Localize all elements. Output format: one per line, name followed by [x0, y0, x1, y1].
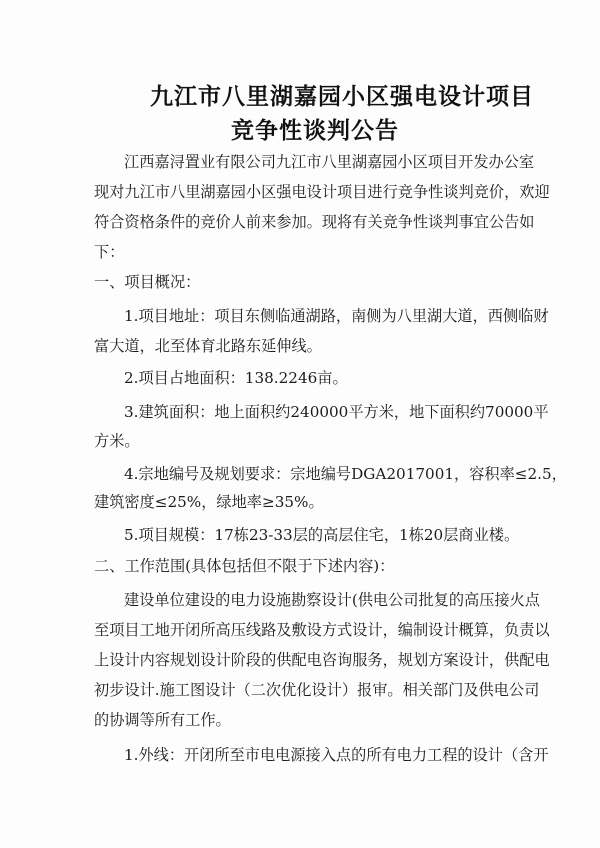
scope-line-1: 建设单位建设的电力设施勘察设计(供电公司批复的高压接火点: [124, 591, 540, 609]
item-1-line-1: 1.项目地址：项目东侧临通湖路，南侧为八里湖大道，西侧临财: [124, 307, 549, 325]
item-3-line-1: 3.建筑面积：地上面积约240000平方米，地下面积约70000平: [124, 403, 549, 421]
item-3-line-2: 方米。: [94, 432, 140, 450]
section-heading-2: 二、工作范围(具体包括但不限于下述内容)：: [94, 557, 395, 575]
intro-line-2: 现对九江市八里湖嘉园小区强电设计项目进行竞争性谈判竞价，欢迎: [94, 183, 550, 201]
scope-line-2: 至项目工地开闭所高压线路及敷设方式设计，编制设计概算，负责以: [94, 621, 550, 639]
intro-line-3: 符合资格条件的竞价人前来参加。现将有关竞争性谈判事宜公告如: [94, 213, 535, 231]
item-4-line-2: 建筑密度≤25%，绿地率≥35%。: [94, 493, 324, 511]
section-heading-1: 一、项目概况：: [94, 273, 201, 291]
item-5-line: 5.项目规模：17栋23-33层的高层住宅，1栋20层商业楼。: [124, 526, 520, 544]
scope-line-4: 初步设计.施工图设计（二次优化设计）报审。相关部门及供电公司: [94, 681, 540, 699]
item-4-line-1: 4.宗地编号及规划要求：宗地编号DGA2017001，容积率≤2.5，: [124, 465, 567, 483]
item-2-line: 2.项目占地面积：138.2246亩。: [124, 369, 348, 387]
scope-line-5: 的协调等所有工作。: [94, 711, 231, 729]
document-title-line-2: 竞争性谈判公告: [231, 118, 399, 144]
intro-line-1: 江西嘉浔置业有限公司九江市八里湖嘉园小区项目开发办公室: [124, 153, 535, 171]
item-1-line-2: 富大道，北至体育北路东延伸线。: [94, 337, 322, 355]
outer-line-item: 1.外线：开闭所至市电电源接入点的所有电力工程的设计（含开: [124, 746, 549, 764]
document-title-line-1: 九江市八里湖嘉园小区强电设计项目: [150, 84, 534, 110]
scope-line-3: 上设计内容规划设计阶段的供配电咨询服务，规划方案设计，供配电: [94, 651, 550, 669]
intro-line-4: 下：: [94, 243, 125, 261]
